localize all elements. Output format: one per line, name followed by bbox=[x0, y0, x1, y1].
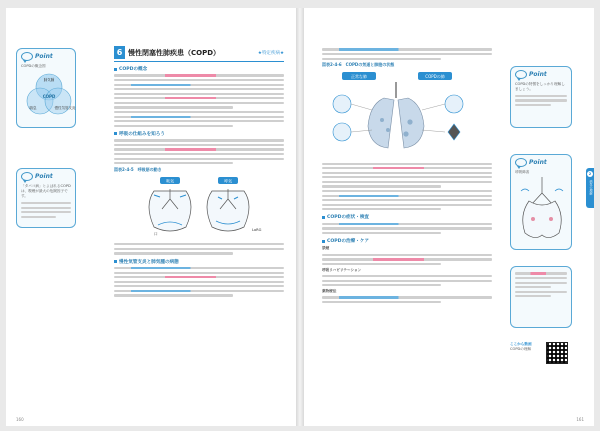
mouth-label: 口 bbox=[154, 231, 158, 236]
text-line bbox=[322, 181, 492, 183]
page-number: 161 bbox=[576, 417, 584, 422]
text-line bbox=[322, 53, 492, 55]
text-line bbox=[114, 116, 284, 118]
text-line bbox=[322, 208, 441, 210]
left-page bbox=[6, 8, 296, 426]
text-line bbox=[322, 254, 492, 256]
text-line bbox=[114, 84, 284, 86]
text-line bbox=[114, 111, 284, 113]
breathing-illustration bbox=[515, 175, 569, 245]
text-line bbox=[21, 207, 71, 209]
figure-caption: 図表2-4-6 COPDの気道と肺胞の状態 bbox=[322, 62, 395, 68]
text-line bbox=[114, 285, 284, 287]
figure-caption: 図表2-4-5 呼吸筋の動き bbox=[114, 166, 162, 172]
text-line bbox=[114, 97, 284, 99]
text-line bbox=[322, 301, 441, 303]
text-line bbox=[322, 223, 492, 225]
point-box-venn bbox=[16, 48, 76, 128]
venn-diagram bbox=[21, 69, 77, 121]
text-line bbox=[515, 277, 567, 279]
section-title bbox=[114, 46, 284, 62]
text-line bbox=[114, 248, 284, 250]
breathing-muscle-figure bbox=[114, 175, 284, 237]
speech-bubble-icon bbox=[21, 172, 33, 181]
subsection-label: 薬物療法 bbox=[322, 288, 337, 293]
text-line bbox=[114, 281, 284, 283]
venn-label: 喘息 bbox=[29, 106, 37, 111]
subheading: COPDの治療・ケア bbox=[322, 238, 492, 244]
text-line bbox=[114, 290, 284, 292]
qr-code-icon[interactable] bbox=[546, 342, 568, 364]
text-line bbox=[114, 102, 284, 104]
text-line bbox=[322, 163, 492, 165]
text-line bbox=[322, 232, 441, 234]
text-line bbox=[322, 258, 492, 260]
subheading: COPDの症状・検査 bbox=[322, 214, 492, 220]
text-line bbox=[322, 263, 441, 265]
point-box-features bbox=[510, 66, 572, 128]
point-heading: 呼吸障害 bbox=[515, 170, 530, 174]
left-main-column bbox=[114, 46, 284, 299]
point-badge bbox=[515, 158, 567, 167]
text-line bbox=[515, 295, 551, 297]
book-gutter bbox=[296, 8, 304, 426]
text-line bbox=[114, 267, 284, 269]
speech-bubble-icon bbox=[21, 52, 33, 61]
page-number: 160 bbox=[16, 417, 24, 422]
figure-label: LoRG bbox=[252, 227, 262, 232]
text-line bbox=[322, 167, 492, 169]
text-line bbox=[322, 296, 492, 298]
text-line bbox=[515, 95, 567, 97]
text-line bbox=[322, 176, 492, 178]
point-box-notes bbox=[510, 266, 572, 328]
chapter-tab-number: 2 bbox=[588, 172, 592, 176]
text-line bbox=[114, 272, 284, 274]
subheading: COPDの概念 bbox=[114, 66, 284, 72]
video-link-title[interactable]: ここから動画 bbox=[510, 342, 532, 346]
text-line bbox=[322, 280, 492, 282]
point-label: Point bbox=[35, 173, 53, 180]
text-line bbox=[322, 227, 492, 229]
venn-label: 慢性気管支炎 bbox=[54, 106, 76, 111]
text-line bbox=[322, 190, 492, 192]
text-line bbox=[21, 216, 56, 218]
venn-label: COPD bbox=[42, 94, 56, 100]
text-line bbox=[114, 125, 233, 127]
normal-lung-label: 正常な肺 bbox=[351, 73, 367, 79]
point-badge bbox=[21, 52, 71, 61]
video-link-block[interactable] bbox=[510, 342, 572, 352]
text-line bbox=[114, 162, 233, 164]
text-line bbox=[114, 294, 233, 296]
exhale-label: 呼気 bbox=[224, 178, 232, 184]
text-line bbox=[21, 202, 71, 204]
text-line bbox=[322, 58, 441, 60]
point-label: Point bbox=[35, 53, 53, 60]
text-line bbox=[114, 93, 284, 95]
left-sidebar bbox=[6, 8, 76, 426]
text-line bbox=[515, 104, 551, 106]
text-line bbox=[114, 148, 284, 150]
text-line bbox=[322, 284, 441, 286]
section-tag: ★特定疾病★ bbox=[257, 50, 284, 56]
text-line bbox=[322, 48, 492, 50]
text-line bbox=[21, 211, 71, 213]
subsection-label: 禁煙 bbox=[322, 246, 330, 251]
chapter-tab-label: 病気の理解 bbox=[589, 180, 593, 195]
text-line bbox=[114, 79, 284, 81]
point-box-breathing bbox=[510, 154, 572, 250]
point-box-smoking bbox=[16, 168, 76, 228]
text-line bbox=[322, 204, 492, 206]
right-main-column bbox=[322, 46, 492, 306]
text-line bbox=[114, 276, 284, 278]
text-line bbox=[322, 185, 441, 187]
text-line bbox=[114, 88, 284, 90]
section-title-text: 慢性閉塞性肺疾患（COPD） bbox=[128, 48, 221, 57]
text-line bbox=[114, 120, 284, 122]
text-line bbox=[114, 139, 284, 141]
subsection-label: 呼吸リハビリテーション bbox=[322, 267, 362, 272]
subheading: 慢性気管支炎と肺気腫の病態 bbox=[114, 259, 284, 265]
point-badge bbox=[21, 172, 71, 181]
text-line bbox=[515, 99, 567, 101]
text-line bbox=[515, 286, 551, 288]
point-label: Point bbox=[529, 159, 547, 166]
text-line bbox=[114, 243, 284, 245]
right-page bbox=[304, 8, 594, 426]
subheading: 呼吸の仕組みを知ろう bbox=[114, 131, 284, 137]
text-line bbox=[114, 144, 284, 146]
text-line bbox=[114, 158, 284, 160]
point-body: 「タバコ病」とよばれるCOPDは、喫煙が最大の危険因子です。 bbox=[21, 184, 71, 199]
text-line bbox=[114, 106, 233, 108]
venn-label: 肺気腫 bbox=[43, 78, 55, 83]
section-number: 6 bbox=[114, 46, 125, 59]
right-sidebar bbox=[510, 8, 580, 426]
speech-bubble-icon bbox=[515, 70, 527, 79]
lung-comparison-figure bbox=[322, 70, 492, 156]
text-line bbox=[515, 272, 567, 274]
text-line bbox=[114, 252, 233, 254]
text-line bbox=[515, 282, 567, 284]
text-line bbox=[322, 195, 492, 197]
point-label: Point bbox=[529, 71, 547, 78]
copd-lung-label: COPDの肺 bbox=[425, 73, 445, 79]
text-line bbox=[515, 291, 567, 293]
point-badge bbox=[515, 70, 567, 79]
inhale-label: 吸気 bbox=[166, 178, 174, 184]
text-line bbox=[322, 275, 492, 277]
video-link-subtitle: COPDの理解 bbox=[510, 347, 532, 352]
point-body: COPDの特徴をしっかり理解しましょう。 bbox=[515, 82, 565, 92]
text-line bbox=[114, 153, 284, 155]
text-line bbox=[322, 199, 492, 201]
point-heading: COPDの概念図 bbox=[21, 64, 46, 68]
speech-bubble-icon bbox=[515, 158, 527, 167]
text-line bbox=[322, 172, 492, 174]
text-line bbox=[114, 74, 284, 76]
